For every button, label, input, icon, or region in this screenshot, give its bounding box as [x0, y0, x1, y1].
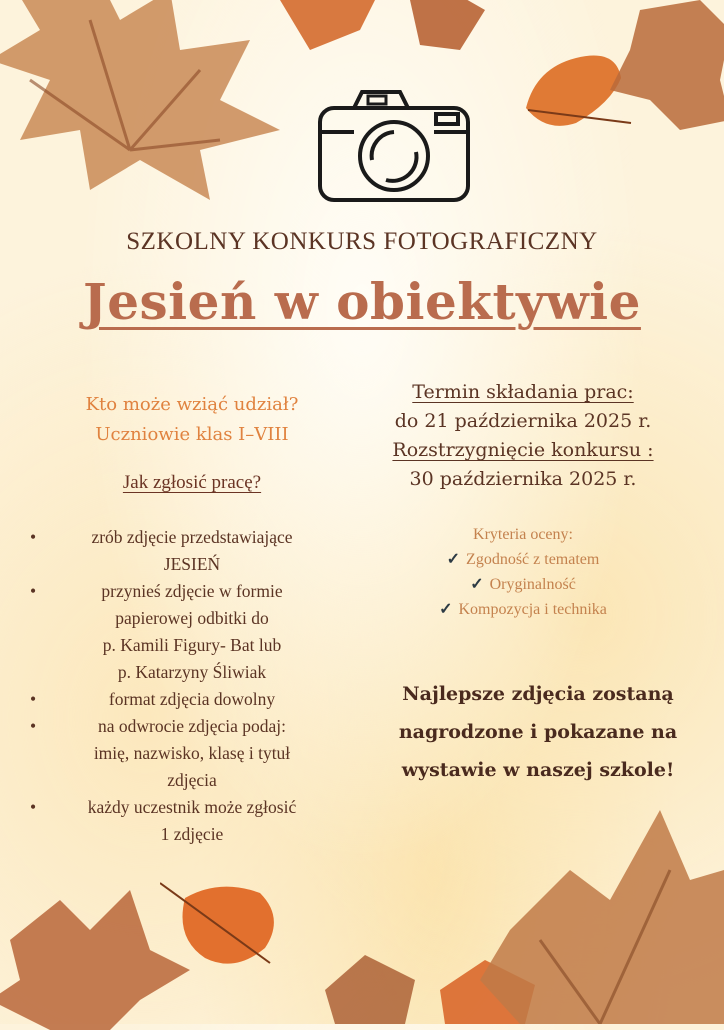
right-column: [360, 378, 686, 622]
oak-leaf-bottom-left: [160, 878, 285, 973]
maple-leaf-top-right: [610, 0, 724, 140]
check-icon: ✓: [470, 576, 484, 593]
criteria-item: ✓ Kompozycja i technika: [439, 601, 607, 618]
criteria-item: ✓ Zgodność z tematem: [446, 551, 600, 568]
left-column: [22, 390, 362, 848]
check-icon: ✓: [439, 601, 453, 618]
how-list: [22, 524, 362, 848]
camera-icon: [316, 88, 472, 204]
maple-leaf-top-left: [0, 0, 300, 210]
criteria-item: ✓ Oryginalność: [470, 576, 576, 593]
leaf-bottom-center: [315, 950, 425, 1024]
contest-subtitle: SZKOLNY KONKURS FOTOGRAFICZNY: [126, 228, 598, 255]
submission-label: Termin składania prac:: [412, 381, 634, 403]
contest-title: Jesień w obiektywie: [83, 272, 641, 331]
list-item: • zrób zdjęcie przedstawiające JESIEŃ: [22, 524, 362, 578]
list-item: • każdy uczestnik może zgłosić 1 zdjęcie: [22, 794, 362, 848]
deadlines: [360, 378, 686, 494]
submission-date: do 21 października 2025 r.: [394, 410, 652, 432]
list-item: • format zdjęcia dowolny: [22, 686, 362, 713]
how-heading: Jak zgłosić pracę?: [122, 472, 262, 493]
check-icon: ✓: [446, 551, 461, 568]
criteria: [360, 522, 686, 622]
maple-leaf-bottom-right: [480, 810, 724, 1024]
criteria-heading: Kryteria oceny:: [473, 526, 573, 543]
list-item: • na odwrocie zdjęcia podaj: imię, nazwisko, klasę i tytuł zdjęcia: [22, 713, 362, 794]
best-photos-note: Najlepsze zdjęcia zostaną nagrodzone i pokazane na wystawie w naszej szkole!: [398, 683, 678, 781]
leaf-top-mid: [400, 0, 490, 60]
result-date: 30 października 2025 r.: [409, 468, 637, 490]
result-label: Rozstrzygnięcie konkursu :: [392, 439, 654, 461]
leaf-top-center: [270, 0, 390, 60]
list-item: • przynieś zdjęcie w formie papierowej odbitki do p. Kamili Figury- Bat lub p. Katarzyny Śliwiak: [22, 578, 362, 686]
who-answer: Uczniowie klas I–VIII: [95, 424, 289, 445]
who-question: Kto może wziąć udział?: [85, 394, 299, 415]
